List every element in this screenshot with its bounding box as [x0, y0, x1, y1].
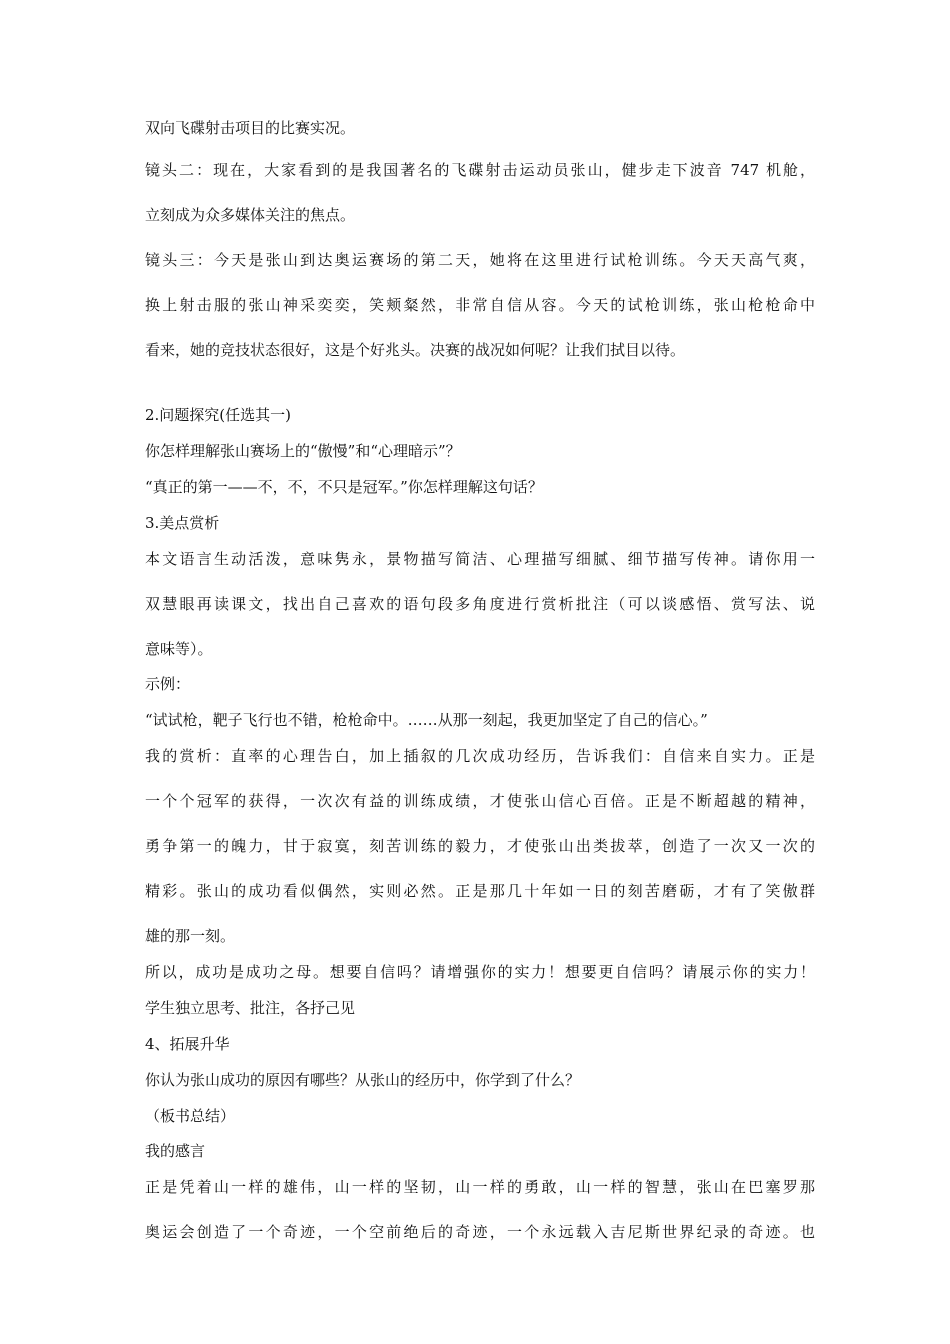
- text-line: 双慧眼再读课文，找出自己喜欢的语句段多角度进行赏析批注（可以谈感悟、赏写法、说: [145, 595, 815, 613]
- text-line: 雄的那一刻。: [145, 927, 236, 945]
- text-line: 示例：: [145, 675, 191, 693]
- text-line: 立刻成为众多媒体关注的焦点。: [145, 206, 356, 224]
- text-line: 双向飞碟射击项目的比赛实况。: [145, 119, 356, 137]
- text-line: 学生独立思考、批注，各抒己见: [145, 999, 356, 1017]
- section-heading: 2.问题探究(任选其一): [145, 406, 292, 424]
- text-line: 你怎样理解张山赛场上的“傲慢”和“心理暗示”？: [145, 442, 461, 460]
- text-line: 你认为张山成功的原因有哪些？从张山的经历中，你学到了什么？: [145, 1071, 581, 1089]
- quote-line: “试试枪，靶子飞行也不错，枪枪命中。……从那一刻起，我更加坚定了自己的信心。”: [145, 711, 708, 729]
- text-line: “真正的第一——不，不，不只是冠军。”你怎样理解这句话？: [145, 478, 543, 496]
- text-line: 本文语言生动活泼，意味隽永，景物描写简洁、心理描写细腻、细节描写传神。请你用一: [145, 550, 815, 568]
- text-line: 所以，成功是成功之母。想要自信吗？请增强你的实力！想要更自信吗？请展示你的实力！: [145, 963, 815, 981]
- text-line: 镜头三：今天是张山到达奥运赛场的第二天，她将在这里进行试枪训练。今天天高气爽，: [145, 251, 815, 269]
- document-body: [145, 118, 815, 1242]
- section-heading: 4、拓展升华: [145, 1035, 230, 1053]
- section-heading: 3.美点赏析: [145, 514, 220, 532]
- text-line: 精彩。张山的成功看似偶然，实则必然。正是那几十年如一日的刻苦磨砺，才有了笑傲群: [145, 882, 815, 900]
- section-heading: 我的感言: [145, 1142, 206, 1160]
- text-line: 奥运会创造了一个奇迹，一个空前绝后的奇迹，一个永远载入吉尼斯世界纪录的奇迹。也: [145, 1223, 815, 1241]
- text-line: （板书总结）: [145, 1107, 236, 1125]
- text-line: 镜头二：现在，大家看到的是我国著名的飞碟射击运动员张山，健步走下波音 747 机舱，: [145, 161, 815, 179]
- text-line: 意味等）。: [145, 640, 213, 658]
- text-line: 换上射击服的张山神采奕奕，笑颊粲然，非常自信从容。今天的试枪训练，张山枪枪命中: [145, 296, 815, 314]
- text-line: 正是凭着山一样的雄伟，山一样的坚韧，山一样的勇敢，山一样的智慧，张山在巴塞罗那: [145, 1178, 815, 1196]
- text-line: 勇争第一的魄力，甘于寂寞，刻苦训练的毅力，才使张山出类拔萃，创造了一次又一次的: [145, 837, 815, 855]
- text-line: 我的赏析：直率的心理告白，加上插叙的几次成功经历，告诉我们：自信来自实力。正是: [145, 747, 815, 765]
- text-line: 一个个冠军的获得，一次次有益的训练成绩，才使张山信心百倍。正是不断超越的精神，: [145, 792, 815, 810]
- text-line: 看来，她的竞技状态很好，这是个好兆头。决赛的战况如何呢？让我们拭目以待。: [145, 341, 686, 359]
